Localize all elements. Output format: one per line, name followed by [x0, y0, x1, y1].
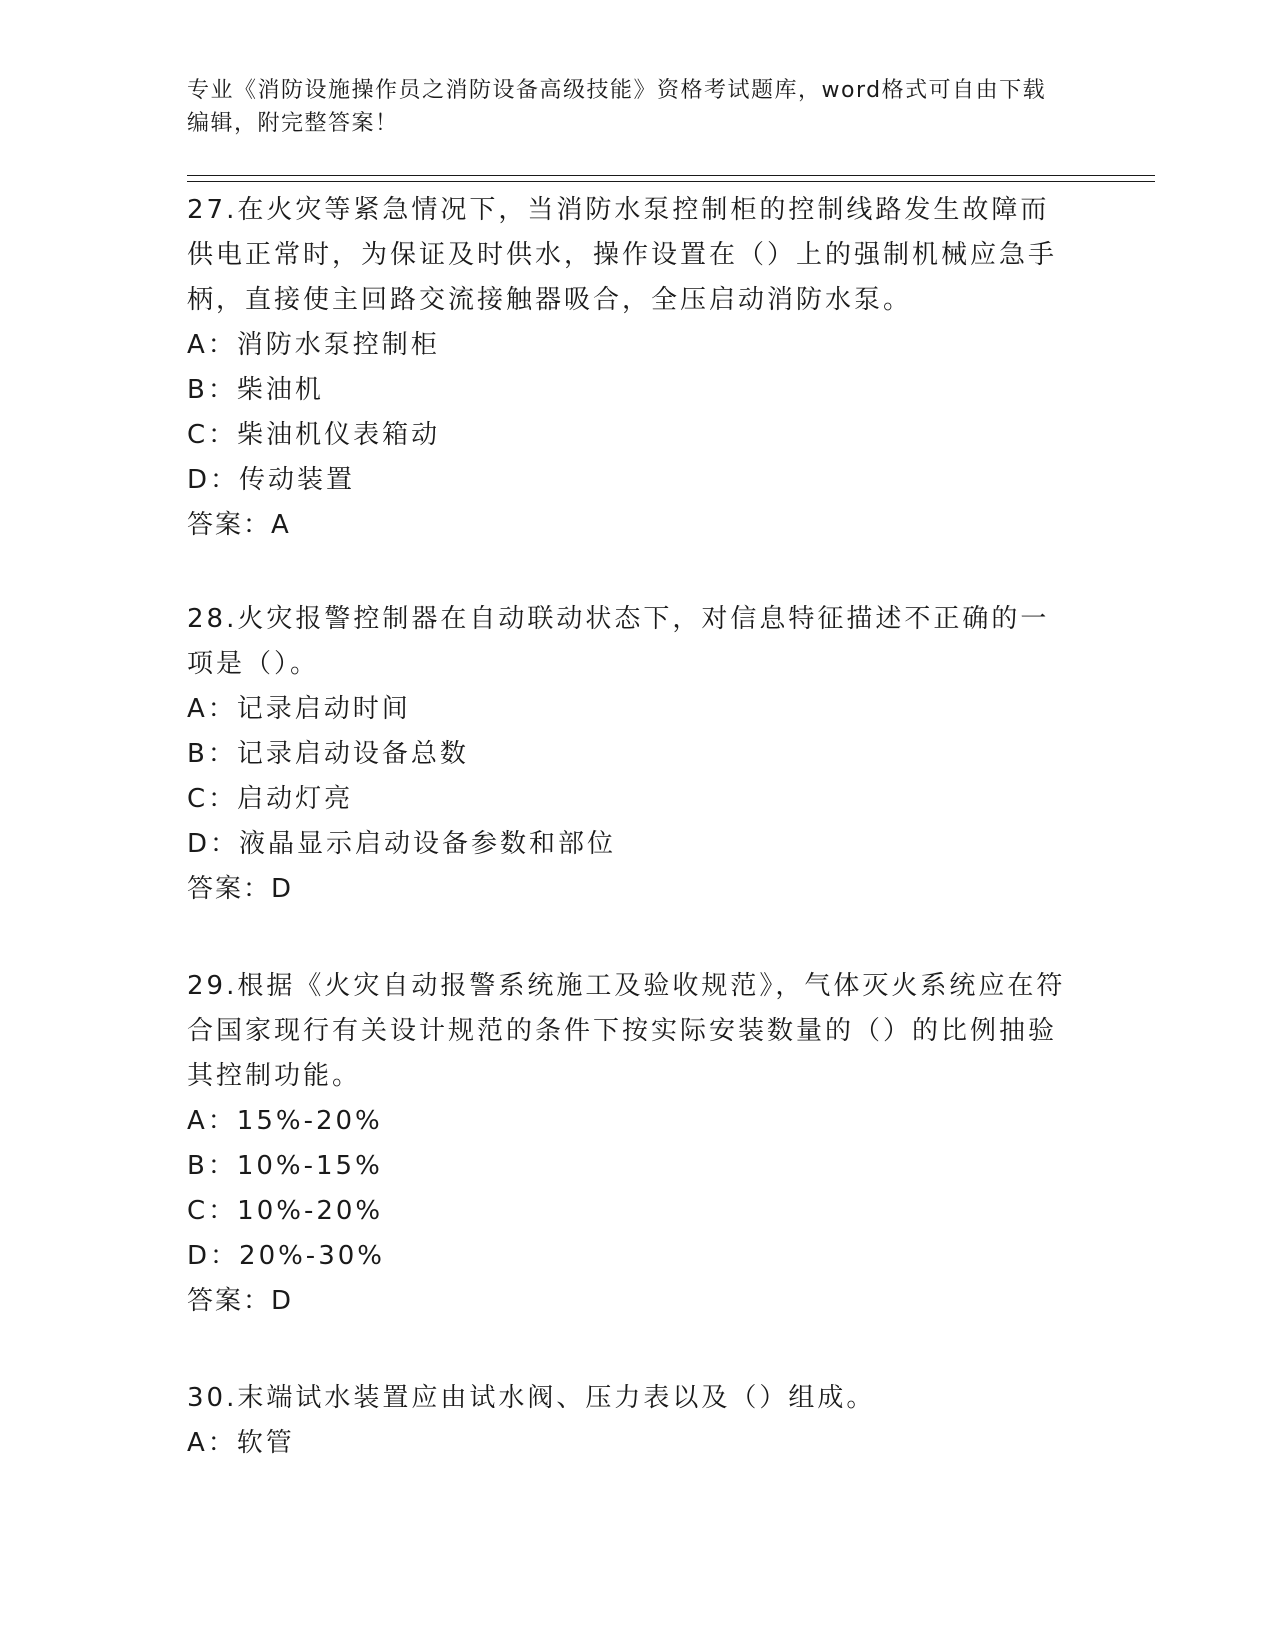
option-b: B：记录启动设备总数: [187, 739, 469, 769]
option-d: D：传动装置: [187, 465, 356, 495]
answer: 答案：A: [187, 510, 291, 540]
option-d: D：液晶显示启动设备参数和部位: [187, 829, 617, 859]
option-a: A：15%-20%: [187, 1106, 383, 1136]
question-30: [187, 1376, 1067, 1466]
question-stem: 28.火灾报警控制器在自动联动状态下，对信息特征描述不正确的一项是（）。: [187, 604, 1050, 679]
question-28: [187, 597, 1067, 912]
answer: 答案：D: [187, 874, 294, 904]
option-b: B：柴油机: [187, 375, 324, 405]
option-c: C：10%-20%: [187, 1196, 384, 1226]
question-27: [187, 188, 1067, 548]
question-stem: 30.末端试水装置应由试水阀、压力表以及（）组成。: [187, 1383, 876, 1413]
option-b: B：10%-15%: [187, 1151, 383, 1181]
option-a: A：消防水泵控制柜: [187, 330, 440, 360]
question-stem: 27.在火灾等紧急情况下，当消防水泵控制柜的控制线路发生故障而供电正常时，为保证及时供水，操作设置在（）上的强制机械应急手柄，直接使主回路交流接触器吸合，全压启动消防水泵。: [187, 195, 1058, 315]
question-29: [187, 964, 1067, 1324]
header-divider-top: [187, 175, 1155, 176]
option-c: C：柴油机仪表箱动: [187, 420, 441, 450]
option-c: C：启动灯亮: [187, 784, 354, 814]
option-d: D：20%-30%: [187, 1241, 385, 1271]
option-a: A：软管: [187, 1428, 295, 1458]
document-header: 专业《消防设施操作员之消防设备高级技能》资格考试题库，word格式可自由下载编辑，附完整答案！: [187, 78, 1047, 136]
option-a: A：记录启动时间: [187, 694, 411, 724]
answer: 答案：D: [187, 1286, 294, 1316]
question-stem: 29.根据《火灾自动报警系统施工及验收规范》，气体灭火系统应在符合国家现行有关设计规范的条件下按实际安装数量的（）的比例抽验其控制功能。: [187, 971, 1066, 1091]
header-divider-bottom: [187, 181, 1155, 182]
